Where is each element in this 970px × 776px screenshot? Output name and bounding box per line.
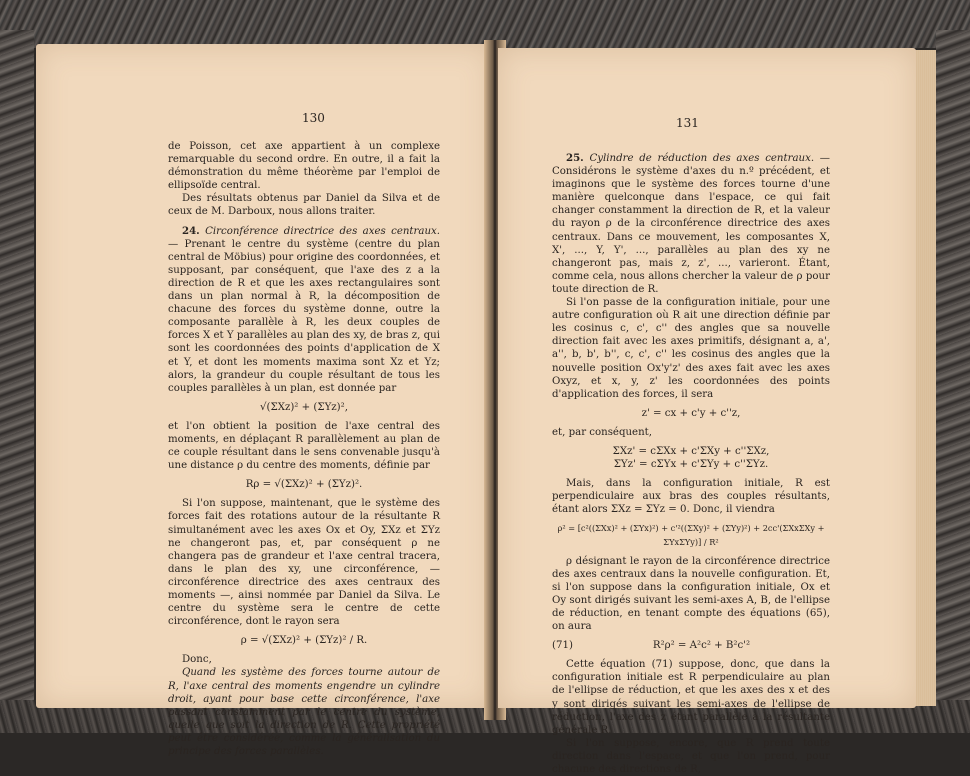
section-title: Circonférence directrice des axes centraux. <box>205 225 440 237</box>
section-number: 25. <box>566 152 584 164</box>
equation: ρ² = [c²((ΣXx)² + (ΣYx)²) + c'²((ΣXy)² + (ΣYy)²) + 2cc'(ΣXxΣXy + ΣYxΣYy)] / R² <box>557 523 825 547</box>
equation-label: (71) <box>552 640 573 652</box>
section-24 <box>168 225 440 395</box>
section-25 <box>552 152 830 296</box>
paragraph: Des résultats obtenus par Daniel da Silva et de ceux de M. Darboux, nous allons traiter. <box>168 193 440 218</box>
paragraph: Mais, dans la configuration initiale, R est perpendiculaire aux bras des couples résultants, étant alors ΣXz = ΣYz = 0. Donc, il viendra <box>552 478 830 516</box>
theorem: Quand les système des forces tourne autour de R, l'axe central des moments engendre un cylindre droit, ayant pour base cette circonférence, l'axe passant constamment par le centre du système, quelle que soit la direction de R. Cette propriété peut être considérée, comme la généralisation du principe des forces parallèles. <box>168 667 440 758</box>
paragraph: Cette équation (71) suppose, donc, que dans la configuration initiale est R perpendiculaire au plan de l'ellipse de réduction, et que les axes des x et des y sont dirigés suivant les semi-axes de l'ellipse de réduction, l'axe des z étant parallèle à la résultante générale R. <box>552 659 830 736</box>
section-number: 24. <box>182 224 200 237</box>
page-number: 131 <box>676 116 699 130</box>
paragraph: Si l'on suppose, encore, que R prend toute direction dans l'espace, et que l'on prend, pour chacune des directions de R, <box>552 737 830 776</box>
paragraph: ρ désignant le rayon de la circonférence directrice des axes centraux dans la nouvelle configuration. Et, si l'on suppose dans la configuration initiale, Ox et Oy sont dirigés suivant les semi-axes A, B, de l'ellipse de réduction, en tenant compte des équations (65), on aura <box>552 555 830 633</box>
paragraph: Si l'on passe de la configuration initiale, pour une autre configuration où R ait une direction définie par les cosinus c, c', c'' des angles que sa nouvelle direction fait avec les axes primitifs, désignant a, a', a'', b, b', b'', c, c', c'' les cosinus des angles que la nouvelle position Ox'y'z' des axes fait avec les axes Oxyz, et x, y, z' les coordonnées des points d'application des forces, il sera <box>552 297 830 400</box>
equation: ΣXz' = cΣXx + c'ΣXy + c''ΣXz, <box>612 445 770 457</box>
equation: Rρ = √(ΣXz)² + (ΣYz)². <box>245 479 363 491</box>
paragraph: Donc, <box>182 654 212 666</box>
equation: ρ = √(ΣXz)² + (ΣYz)² / R. <box>240 635 368 647</box>
paragraph: et l'on obtient la position de l'axe central des moments, en déplaçant R parallèlement au plan de ce couple résultant dans le sens convenable jusqu'à une distance ρ du centre des moments, définie par <box>168 420 440 472</box>
equation: √(ΣXz)² + (ΣYz)², <box>260 401 348 413</box>
book-cover-right <box>936 30 970 720</box>
equation-71 <box>552 639 830 652</box>
section-text: — Considérons le système d'axes du n.º précédent, et imaginons que le système des forces tourne d'une manière quelconque dans l'espace, ce qui fait changer constamment la direction de R, et la valeur du rayon ρ de la circonférence directrice des axes centraux. Dans ce mouvement, les composantes X, X', ..., Y, Y', ..., parallèles au plan des xy ne changeront pas, mais z, z', ..., varieront. Étant, comme cela, nous allons chercher la valeur de ρ pour toute direction de R. <box>552 153 830 295</box>
book-cover-left <box>0 30 34 720</box>
right-page <box>498 48 916 776</box>
right-page-text <box>552 152 830 776</box>
paragraph: Si l'on suppose, maintenant, que le système des forces fait des rotations autour de la résultante R simultanément avec les axes Ox et Oy, ΣXz et ΣYz ne changeront pas, et, par conséquent ρ ne changera pas de grandeur et l'axe central tracera, dans le plan des xy, une circonférence, — circonférence directrice des axes centraux des moments —, ainsi nommée par Daniel da Silva. Le centre du système sera le centre de cette circonférence, dont le rayon sera <box>168 498 440 628</box>
equation: R²ρ² = A²c² + B²c'² <box>652 640 751 652</box>
equation: z' = cx + c'y + c''z, <box>641 407 741 419</box>
page-number: 130 <box>302 111 325 125</box>
section-title: Cylindre de réduction des axes centraux. <box>589 153 815 164</box>
paragraph: de Poisson, cet axe appartient à un complexe remarquable du second ordre. En outre, il a fait la démonstration du même théorème par l'emploi de ellipsoïde central. <box>168 141 440 192</box>
left-page-text <box>168 140 440 758</box>
left-page <box>36 44 492 758</box>
section-text: — Prenant le centre du système (centre du plan central de Möbius) pour origine des coordonnées, et supposant, par conséquent, que l'axe des z a la direction de R et que les axes rectangulaires sont dans un plan normal à R, la décomposition de chacune des forces du système donne, outre la composante parallèle à R, les deux couples de forces X et Y parallèles au plan des xy, de bras z, qui sont les coordonnées des points d'application de X et Y, et dont les moments maxima sont Xz et Yz; alors, la grandeur du couple résultant de tous les couples parallèles à un plan, est donnée par <box>168 238 440 394</box>
paragraph: et, par conséquent, <box>552 426 652 438</box>
equation: ΣYz' = cΣYx + c'ΣYy + c''ΣYz. <box>613 459 769 471</box>
